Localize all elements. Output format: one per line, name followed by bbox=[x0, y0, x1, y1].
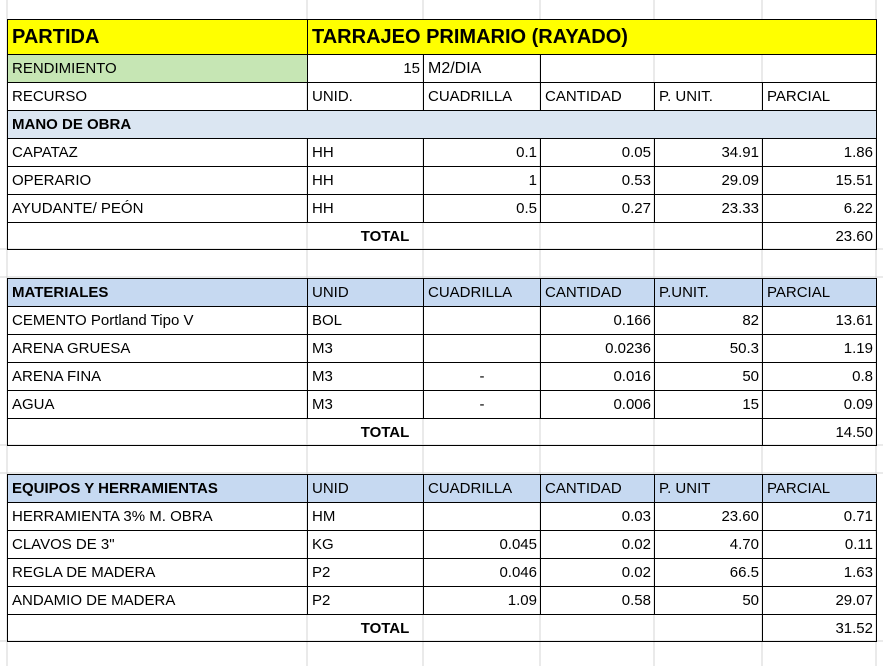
table-cell-recurso[interactable]: AYUDANTE/ PEÓN bbox=[7, 194, 308, 223]
table-cell-cuadrilla[interactable]: - bbox=[423, 362, 541, 391]
table-cell-unid[interactable]: M3 bbox=[307, 362, 424, 391]
table-cell-punit[interactable]: 23.33 bbox=[654, 194, 763, 223]
rendimiento-value-cell[interactable]: 15 bbox=[307, 54, 424, 83]
col-header-recurso[interactable]: RECURSO bbox=[7, 82, 308, 111]
total-label-equipos[interactable]: TOTAL bbox=[7, 614, 763, 642]
col-header-cuadrilla[interactable]: CUADRILLA bbox=[423, 474, 541, 503]
total-value-equipos[interactable]: 31.52 bbox=[762, 614, 877, 642]
col-header-unid[interactable]: UNID bbox=[307, 278, 424, 307]
table-cell-unid[interactable]: HM bbox=[307, 502, 424, 531]
rendimiento-unit-cell[interactable]: M2/DIA bbox=[423, 54, 541, 83]
table-cell-parcial[interactable]: 15.51 bbox=[762, 166, 877, 195]
table-cell-cantidad[interactable]: 0.53 bbox=[540, 166, 655, 195]
table-cell-unid[interactable]: HH bbox=[307, 138, 424, 167]
table-cell-cantidad[interactable]: 0.016 bbox=[540, 362, 655, 391]
table-cell-cantidad[interactable]: 0.03 bbox=[540, 502, 655, 531]
table-cell-punit[interactable]: 50.3 bbox=[654, 334, 763, 363]
col-header-cantidad[interactable]: CANTIDAD bbox=[540, 474, 655, 503]
col-header-cantidad[interactable]: CANTIDAD bbox=[540, 82, 655, 111]
table-cell-parcial[interactable]: 6.22 bbox=[762, 194, 877, 223]
total-value-mano-de-obra[interactable]: 23.60 bbox=[762, 222, 877, 250]
table-cell-punit[interactable]: 82 bbox=[654, 306, 763, 335]
table-cell-recurso[interactable]: AGUA bbox=[7, 390, 308, 419]
section-title-materiales[interactable]: MATERIALES bbox=[7, 278, 308, 307]
table-cell-cantidad[interactable]: 0.006 bbox=[540, 390, 655, 419]
table-cell-recurso[interactable]: HERRAMIENTA 3% M. OBRA bbox=[7, 502, 308, 531]
table-cell-cuadrilla[interactable] bbox=[423, 502, 541, 531]
table-cell-cuadrilla[interactable]: - bbox=[423, 390, 541, 419]
table-cell-parcial[interactable]: 0.11 bbox=[762, 530, 877, 559]
table-cell-recurso[interactable]: ARENA FINA bbox=[7, 362, 308, 391]
table-cell-punit[interactable]: 23.60 bbox=[654, 502, 763, 531]
table-cell-punit[interactable]: 34.91 bbox=[654, 138, 763, 167]
table-cell-cantidad[interactable]: 0.58 bbox=[540, 586, 655, 615]
table-cell-punit[interactable]: 50 bbox=[654, 362, 763, 391]
table-cell-parcial[interactable]: 0.71 bbox=[762, 502, 877, 531]
table-cell-punit[interactable]: 4.70 bbox=[654, 530, 763, 559]
col-header-parcial[interactable]: PARCIAL bbox=[762, 474, 877, 503]
table-cell-cantidad[interactable]: 0.166 bbox=[540, 306, 655, 335]
table-cell-unid[interactable]: M3 bbox=[307, 390, 424, 419]
table-cell-cuadrilla[interactable]: 0.1 bbox=[423, 138, 541, 167]
section-title-mano-de-obra[interactable]: MANO DE OBRA bbox=[7, 110, 877, 139]
table-cell-cuadrilla[interactable]: 0.045 bbox=[423, 530, 541, 559]
table-cell-cuadrilla[interactable] bbox=[423, 306, 541, 335]
table-cell-parcial[interactable]: 1.19 bbox=[762, 334, 877, 363]
table-cell-unid[interactable]: HH bbox=[307, 194, 424, 223]
rendimiento-empty-cell[interactable] bbox=[540, 54, 877, 83]
total-value-materiales[interactable]: 14.50 bbox=[762, 418, 877, 446]
table-cell-recurso[interactable]: ANDAMIO DE MADERA bbox=[7, 586, 308, 615]
table-cell-punit[interactable]: 66.5 bbox=[654, 558, 763, 587]
table-cell-parcial[interactable]: 0.09 bbox=[762, 390, 877, 419]
col-header-cantidad[interactable]: CANTIDAD bbox=[540, 278, 655, 307]
table-cell-parcial[interactable]: 1.86 bbox=[762, 138, 877, 167]
table-cell-cantidad[interactable]: 0.02 bbox=[540, 558, 655, 587]
table-cell-unid[interactable]: M3 bbox=[307, 334, 424, 363]
col-header-unid[interactable]: UNID bbox=[307, 474, 424, 503]
partida-label-cell[interactable]: PARTIDA bbox=[7, 19, 308, 55]
col-header-unid[interactable]: UNID. bbox=[307, 82, 424, 111]
table-cell-recurso[interactable]: REGLA DE MADERA bbox=[7, 558, 308, 587]
table-cell-cuadrilla[interactable]: 0.046 bbox=[423, 558, 541, 587]
table-cell-punit[interactable]: 50 bbox=[654, 586, 763, 615]
col-header-cuadrilla[interactable]: CUADRILLA bbox=[423, 278, 541, 307]
table-cell-cantidad[interactable]: 0.05 bbox=[540, 138, 655, 167]
col-header-cuadrilla[interactable]: CUADRILLA bbox=[423, 82, 541, 111]
table-cell-cantidad[interactable]: 0.02 bbox=[540, 530, 655, 559]
table-cell-unid[interactable]: P2 bbox=[307, 558, 424, 587]
col-header-punit[interactable]: P. UNIT bbox=[654, 474, 763, 503]
table-cell-recurso[interactable]: CAPATAZ bbox=[7, 138, 308, 167]
table-cell-unid[interactable]: HH bbox=[307, 166, 424, 195]
partida-title-cell[interactable]: TARRAJEO PRIMARIO (RAYADO) bbox=[307, 19, 877, 55]
table-cell-parcial[interactable]: 13.61 bbox=[762, 306, 877, 335]
table-cell-cuadrilla[interactable] bbox=[423, 334, 541, 363]
table-cell-punit[interactable]: 15 bbox=[654, 390, 763, 419]
section-title-equipos[interactable]: EQUIPOS Y HERRAMIENTAS bbox=[7, 474, 308, 503]
table-cell-parcial[interactable]: 0.8 bbox=[762, 362, 877, 391]
table-cell-parcial[interactable]: 29.07 bbox=[762, 586, 877, 615]
table-cell-unid[interactable]: BOL bbox=[307, 306, 424, 335]
table-cell-unid[interactable]: KG bbox=[307, 530, 424, 559]
col-header-punit[interactable]: P. UNIT. bbox=[654, 82, 763, 111]
table-cell-recurso[interactable]: CLAVOS DE 3" bbox=[7, 530, 308, 559]
table-cell-recurso[interactable]: CEMENTO Portland Tipo V bbox=[7, 306, 308, 335]
table-cell-parcial[interactable]: 1.63 bbox=[762, 558, 877, 587]
table-cell-recurso[interactable]: ARENA GRUESA bbox=[7, 334, 308, 363]
table-cell-cuadrilla[interactable]: 0.5 bbox=[423, 194, 541, 223]
table-cell-cantidad[interactable]: 0.0236 bbox=[540, 334, 655, 363]
col-header-parcial[interactable]: PARCIAL bbox=[762, 82, 877, 111]
rendimiento-label-cell[interactable]: RENDIMIENTO bbox=[7, 54, 308, 83]
table-cell-cuadrilla[interactable]: 1.09 bbox=[423, 586, 541, 615]
table-cell-punit[interactable]: 29.09 bbox=[654, 166, 763, 195]
table-cell-unid[interactable]: P2 bbox=[307, 586, 424, 615]
total-label-mano-de-obra[interactable]: TOTAL bbox=[7, 222, 763, 250]
table-cell-recurso[interactable]: OPERARIO bbox=[7, 166, 308, 195]
col-header-punit[interactable]: P.UNIT. bbox=[654, 278, 763, 307]
col-header-parcial[interactable]: PARCIAL bbox=[762, 278, 877, 307]
table-cell-cantidad[interactable]: 0.27 bbox=[540, 194, 655, 223]
total-label-materiales[interactable]: TOTAL bbox=[7, 418, 763, 446]
table-cell-cuadrilla[interactable]: 1 bbox=[423, 166, 541, 195]
